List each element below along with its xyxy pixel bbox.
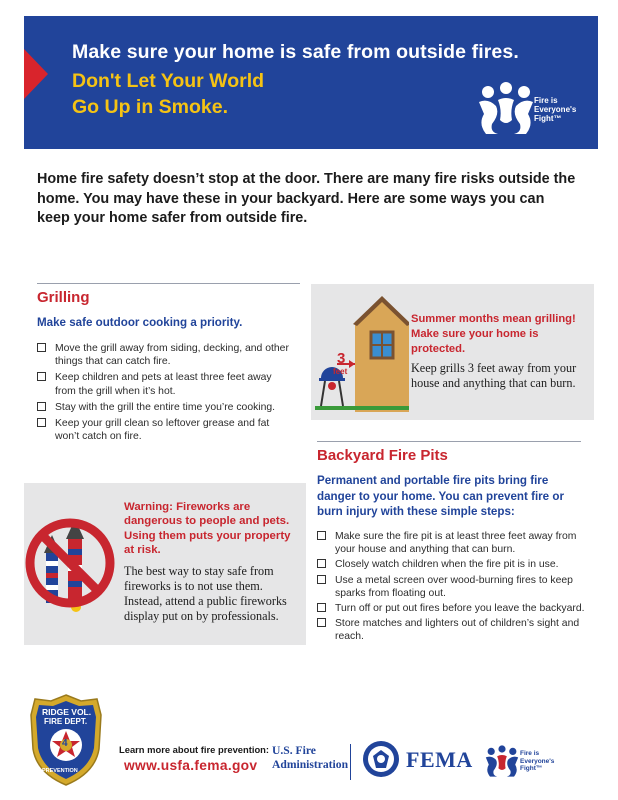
- badge-bottom-text: PREVENTION: [42, 768, 78, 774]
- badge-number: 4: [62, 738, 68, 749]
- house-and-grill-illustration: [315, 294, 409, 412]
- header-banner: [24, 16, 598, 149]
- list-item: [37, 401, 295, 414]
- list-item-text: Turn off or put out fires before you leave the backyard.: [335, 603, 585, 615]
- badge-dept-text: FIRE DEPT.: [44, 717, 88, 726]
- banner-tagline: [72, 68, 372, 120]
- grill-callout-body: Keep grills 3 feet away from your house and anything that can burn.: [411, 361, 577, 390]
- checkbox[interactable]: [37, 418, 46, 427]
- checkbox[interactable]: [317, 559, 326, 568]
- list-item-text: Closely watch children when the fire pit is in use.: [335, 559, 559, 571]
- checkbox[interactable]: [37, 372, 46, 381]
- list-item: [317, 574, 589, 600]
- grilling-checklist: [37, 342, 295, 443]
- distance-number: 3: [337, 350, 346, 367]
- list-item-text: Store matches and lighters out of children’s sight and reach.: [335, 618, 580, 643]
- fire-is-everyones-fight-logo: [476, 80, 586, 136]
- grill-callout-heading: Summer months mean grilling! Make sure your home is protected.: [411, 313, 576, 355]
- red-arrow-decoration: [24, 49, 48, 99]
- fema-logo-text: FEMA: [406, 747, 473, 772]
- intro-paragraph: Home fire safety doesn’t stop at the door. There are many fire risks outside the home. You may have these in your backyard. Here are some ways you can keep your home safer from outside fire.: [37, 171, 576, 226]
- learn-more-text: Learn more about fire prevention:: [119, 744, 270, 755]
- firepits-checklist: [317, 530, 589, 644]
- list-item: [317, 602, 589, 615]
- firepits-title: Backyard Fire Pits: [317, 447, 448, 464]
- no-fireworks-icon: [24, 505, 116, 621]
- fireworks-warning-body: The best way to stay safe from fireworks is to not use them. Instead, attend a public fireworks display put on by professionals.: [124, 564, 287, 623]
- grilling-subtitle: Make safe outdoor cooking a priority.: [37, 316, 243, 329]
- list-item: [37, 417, 295, 443]
- distance-unit: feet: [333, 367, 348, 376]
- list-item: [317, 558, 589, 571]
- dhs-seal-icon: [362, 740, 400, 778]
- banner-headline: Make sure your home is safe from outside fires.: [72, 41, 519, 63]
- checkbox[interactable]: [37, 402, 46, 411]
- list-item-text: Stay with the grill the entire time you’re cooking.: [55, 401, 276, 413]
- fire-is-everyones-fight-small-logo: [484, 744, 520, 778]
- checkbox[interactable]: [317, 531, 326, 540]
- grill-callout-box: [311, 284, 594, 420]
- fireworks-warning-box: [24, 483, 306, 645]
- firepits-subtitle: Permanent and portable fire pits bring fire danger to your home. You can prevent fire or burn injury with these simple steps:: [317, 474, 564, 518]
- footer-divider: [350, 744, 351, 780]
- list-item: [317, 617, 589, 643]
- list-item: [317, 530, 589, 556]
- grilling-divider: [37, 283, 300, 284]
- small-logo-text: Fire is Everyone's Fight™: [520, 750, 555, 772]
- usfa-website-link[interactable]: www.usfa.fema.gov: [124, 758, 258, 773]
- checkbox[interactable]: [317, 603, 326, 612]
- list-item-text: Move the grill away from siding, decking, and other things that can catch fire.: [55, 343, 289, 368]
- list-item-text: Use a metal screen over wood-burning fires to keep sparks from floating out.: [335, 574, 573, 599]
- list-item-text: Keep your grill clean so leftover grease and fat won’t catch on fire.: [55, 418, 270, 443]
- checkbox[interactable]: [317, 575, 326, 584]
- list-item: [37, 371, 295, 397]
- firepits-divider: [317, 441, 581, 442]
- people-figures-icon: [476, 80, 536, 136]
- list-item-text: Keep children and pets at least three feet away from the grill when it’s hot.: [55, 372, 272, 397]
- badge-top-text: RIDGE VOL.: [42, 707, 92, 717]
- tagline-line-2: Go Up in Smoke.: [72, 96, 229, 118]
- usfa-logo-text: U.S. Fire Administration: [272, 744, 349, 771]
- logo-text: Fire is Everyone's Fight™: [534, 96, 577, 123]
- list-item-text: Make sure the fire pit is at least three feet away from your house and anything that can burn.: [335, 531, 577, 556]
- tagline-line-1: Don't Let Your World: [72, 70, 265, 92]
- list-item: [37, 342, 295, 368]
- checkbox[interactable]: [37, 343, 46, 352]
- fireworks-warning-heading: Warning: Fireworks are dangerous to people and pets. Using them puts your property at risk.: [124, 501, 291, 556]
- checkbox[interactable]: [317, 618, 326, 627]
- grilling-title: Grilling: [37, 289, 90, 306]
